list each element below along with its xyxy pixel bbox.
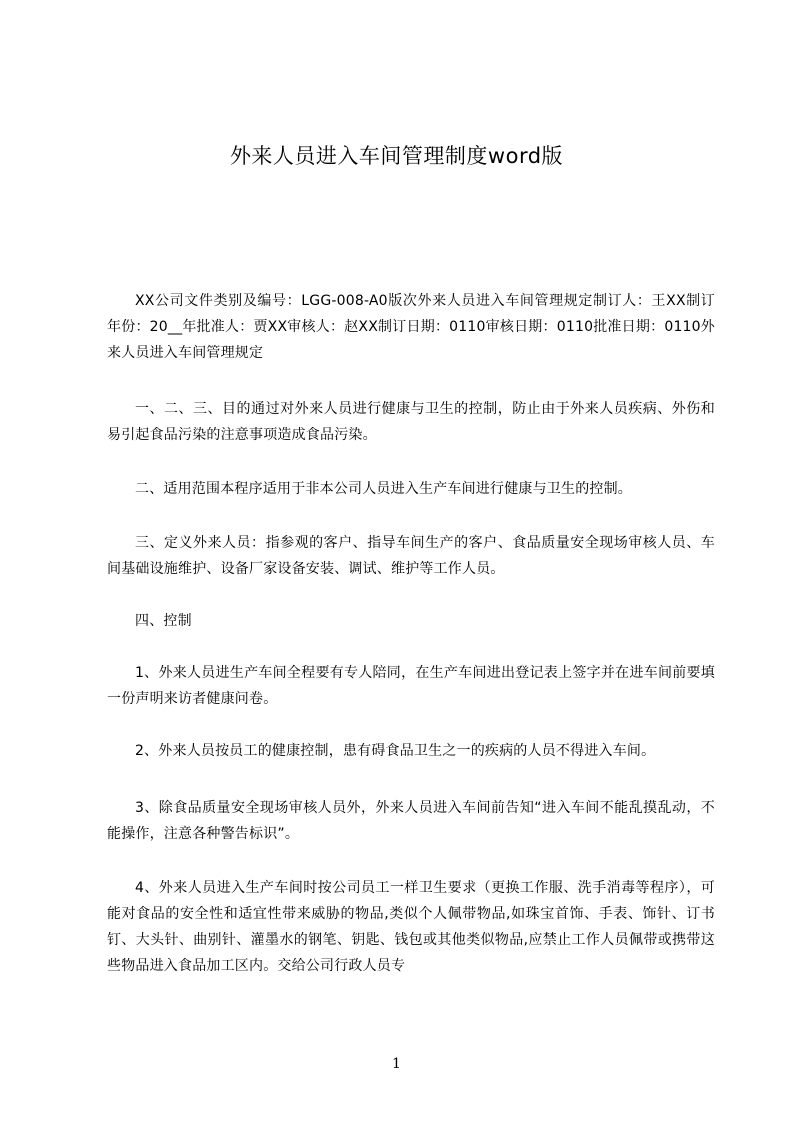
paragraph-control-2: 2、外来人员按员工的健康控制，患有碍食品卫生之一的疾病的人员不得进入车间。	[135, 743, 656, 759]
paragraph-purpose: 一、二、三、目的通过对外来人员进行健康与卫生的控制，防止由于外来人员疾病、外伤和易引起食品污染的注意事项造成食品污染。	[107, 401, 715, 443]
document-title: 外来人员进入车间管理制度word版	[229, 144, 564, 168]
paragraph-definition: 三、定义外来人员：指参观的客户、指导车间生产的客户、食品质量安全现场审核人员、车间基础设施维护、设备厂家设备安装、调试、维护等工作人员。	[107, 535, 715, 577]
paragraph-control-3: 3、除食品质量安全现场审核人员外，外来人员进入车间前告知“进入车间不能乱摸乱动，不能操作，注意各种警告标识”。	[107, 800, 715, 842]
paragraph-control-1: 1、外来人员进生产车间全程要有专人陪同，在生产车间进出登记表上签字并在进车间前要填一份声明来访者健康问卷。	[107, 665, 715, 707]
paragraph-control-4: 4、外来人员进入生产车间时按公司员工一样卫生要求（更换工作服、洗手消毒等程序），可能对食品的安全性和适宜性带来威胁的物品,类似个人佩带物品,如珠宝首饰、手表、饰针、订书钉、大头针、曲别针、灌墨水的钢笔、钥匙、钱包或其他类似物品,应禁止工作人员佩带或携带这些物品进入食品加工区内。交给公司行政人员专	[107, 880, 715, 974]
paragraph-scope: 二、适用范围本程序适用于非本公司人员进入生产车间进行健康与卫生的控制。	[135, 481, 632, 497]
section-heading-control: 四、控制	[135, 613, 192, 629]
document-meta-paragraph: XX公司文件类别及编号：LGG-008-A0版次外来人员进入车间管理规定制订人：王XX制订年份：20__年批准人：贾XX审核人：赵XX制订日期：0110审核日期：0110批准日期：0110外来人员进入车间管理规定	[107, 293, 715, 361]
page-number: 1	[392, 1056, 401, 1072]
